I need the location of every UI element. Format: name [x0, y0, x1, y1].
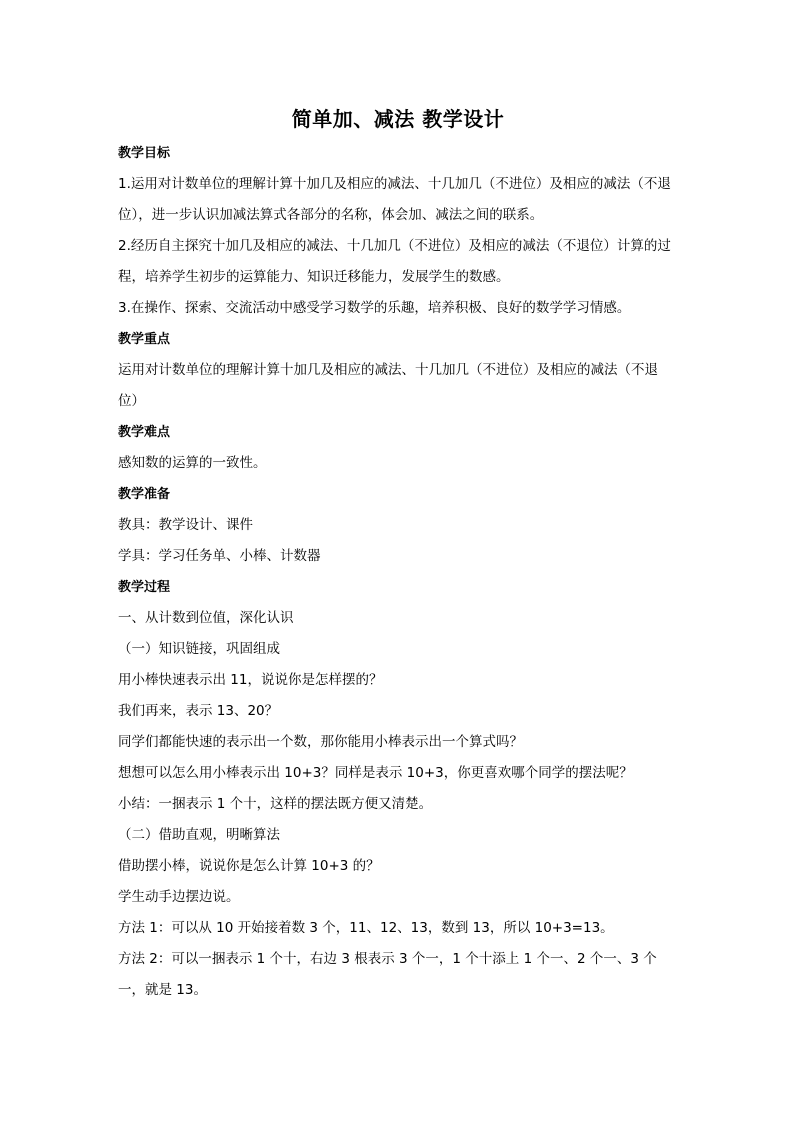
- key-text: 运用对计数单位的理解计算十加几及相应的减法、十几加几（不进位）及相应的减法（不退位）: [118, 362, 658, 409]
- paragraph: 方法 1：可以从 10 开始接着数 3 个，11、12、13，数到 13，所以 10+3=13。: [118, 920, 614, 936]
- paragraph: 想想可以怎么用小棒表示出 10+3？同样是表示 10+3，你更喜欢哪个同学的摆法呢？: [118, 765, 633, 781]
- paragraph: 小结：一捆表示 1 个十，这样的摆法既方便又清楚。: [118, 796, 433, 812]
- prep-student: 学具：学习任务单、小棒、计数器: [118, 548, 321, 564]
- goal-1: 1.运用对计数单位的理解计算十加几及相应的减法、十几加几（不进位）及相应的减法（不退位），进一步认识加减法算式各部分的名称，体会加、减法之间的联系。: [118, 176, 671, 223]
- part-1-title: 一、从计数到位值，深化认识: [118, 610, 294, 626]
- document-title: 简单加、减法 教学设计: [291, 107, 505, 131]
- paragraph: 学生动手边摆边说。: [118, 889, 240, 905]
- document-page: [118, 104, 678, 1006]
- process-heading: 教学过程: [118, 580, 171, 595]
- paragraph: 同学们都能快速的表示出一个数，那你能用小棒表示出一个算式吗？: [118, 734, 523, 750]
- paragraph: 借助摆小棒，说说你是怎么计算 10+3 的？: [118, 858, 380, 874]
- prep-teacher: 教具：教学设计、课件: [118, 517, 253, 533]
- goal-2: 2.经历自主探究十加几及相应的减法、十几加几（不进位）及相应的减法（不退位）计算的过程，培养学生初步的运算能力、知识迁移能力，发展学生的数感。: [118, 238, 671, 285]
- goals-heading: 教学目标: [118, 146, 171, 161]
- key-heading: 教学重点: [118, 332, 171, 347]
- prep-heading: 教学准备: [118, 487, 171, 502]
- paragraph: 方法 2：可以一捆表示 1 个十，右边 3 根表示 3 个一，1 个十添上 1 个一、2 个一、3 个一，就是 13。: [118, 951, 657, 998]
- subsection-1-title: （一）知识链接，巩固组成: [118, 641, 280, 657]
- paragraph: 我们再来，表示 13、20？: [118, 703, 279, 719]
- difficulty-text: 感知数的运算的一致性。: [118, 455, 267, 471]
- goal-3: 3.在操作、探索、交流活动中感受学习数学的乐趣，培养积极、良好的数学学习情感。: [118, 300, 631, 316]
- paragraph: 用小棒快速表示出 11，说说你是怎样摆的？: [118, 672, 383, 688]
- difficulty-heading: 教学难点: [118, 425, 171, 440]
- subsection-2-title: （二）借助直观，明晰算法: [118, 827, 280, 843]
